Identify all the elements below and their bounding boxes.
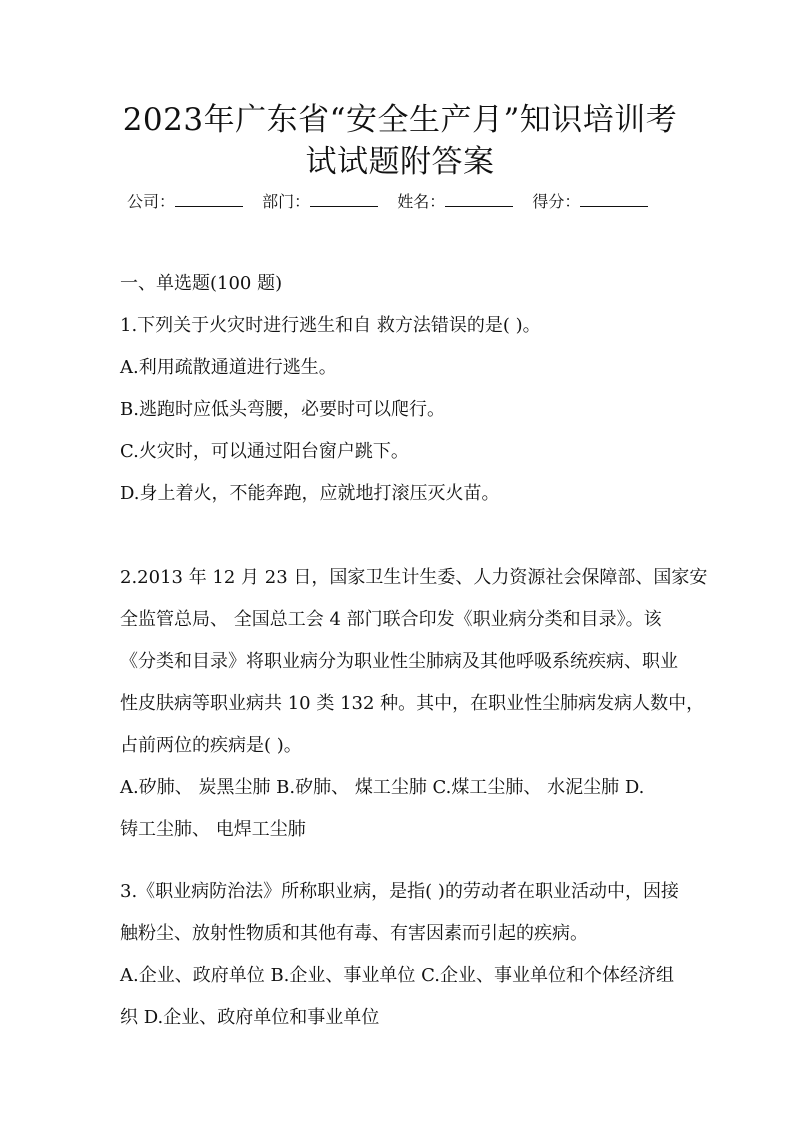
department-blank (310, 192, 378, 207)
question-2-stem-line: 占前两位的疾病是( )。 (120, 735, 302, 756)
page-title-line-1: 2023年广东省“安全生产月”知识培训考 (122, 102, 678, 138)
question-2-stem-line: 全监管总局、 全国总工会 4 部门联合印发《职业病分类和目录》。该 (120, 609, 662, 630)
question-2-options-line: A.矽肺、 炭黑尘肺 B.矽肺、 煤工尘肺 C.煤工尘肺、 水泥尘肺 D. (120, 777, 645, 798)
name-field (397, 190, 513, 214)
question-1-option-b: B.逃跑时应低头弯腰，必要时可以爬行。 (120, 399, 445, 420)
question-2-stem-line: 性皮肤病等职业病共 10 类 132 种。其中，在职业性尘肺病发病人数中， (120, 693, 705, 714)
name-label: 姓名： (397, 192, 446, 211)
page-title-line-2: 试试题附答案 (305, 144, 495, 180)
score-blank (580, 192, 648, 207)
company-blank (175, 192, 243, 207)
department-label: 部门： (262, 192, 311, 211)
question-2-options-line: 铸工尘肺、 电焊工尘肺 (120, 819, 306, 840)
question-3-stem-line: 触粉尘、放射性物质和其他有毒、有害因素而引起的疾病。 (120, 923, 588, 944)
question-3-stem-line: 3.《职业病防治法》所称职业病，是指( )的劳动者在职业活动中，因接 (120, 881, 679, 902)
score-label: 得分： (532, 192, 581, 211)
question-3-options-line: 织 D.企业、政府单位和事业单位 (120, 1007, 380, 1028)
score-field (532, 190, 648, 214)
question-2-stem-line: 2.2013 年 12 月 23 日，国家卫生计生委、人力资源社会保障部、国家安 (120, 567, 708, 588)
section-heading: 一、单选题(100 题) (120, 273, 283, 294)
question-3-options-line: A.企业、政府单位 B.企业、事业单位 C.企业、事业单位和个体经济组 (120, 965, 674, 986)
question-2-stem-line: 《分类和目录》将职业病分为职业性尘肺病及其他呼吸系统疾病、职业 (120, 651, 678, 672)
question-1-stem: 1.下列关于火灾时进行逃生和自 救方法错误的是( )。 (120, 315, 541, 336)
question-1-option-d: D.身上着火，不能奔跑，应就地打滚压灭火苗。 (120, 483, 500, 504)
company-field (127, 190, 243, 214)
header-info-row (127, 190, 687, 214)
department-field (262, 190, 378, 214)
company-label: 公司： (127, 192, 176, 211)
name-blank (445, 192, 513, 207)
question-1-option-a: A.利用疏散通道进行逃生。 (120, 357, 337, 378)
question-1-option-c: C.火灾时，可以通过阳台窗户跳下。 (120, 441, 409, 462)
